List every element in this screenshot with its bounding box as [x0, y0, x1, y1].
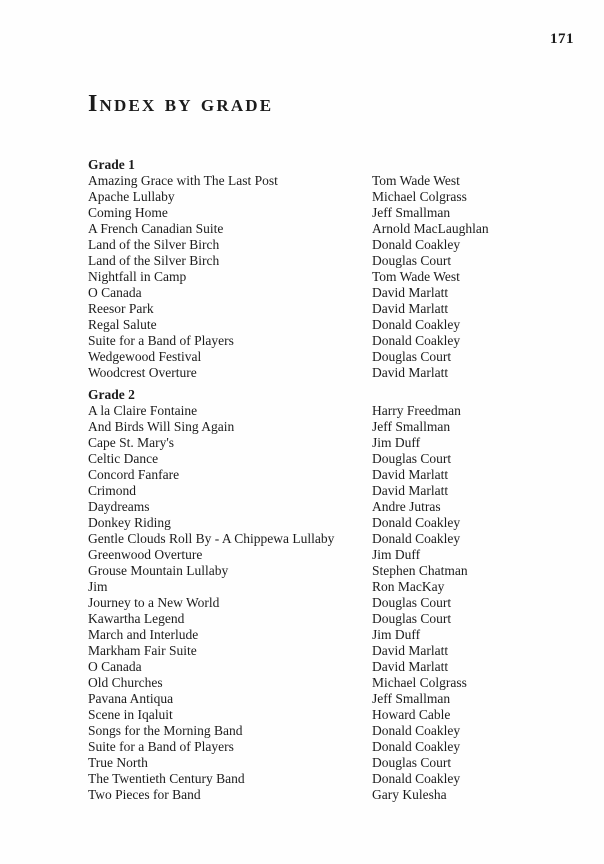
index-entry-row: [88, 579, 580, 595]
piece-title: Apache Lullaby: [88, 189, 175, 204]
composer-name: Douglas Court: [372, 253, 452, 268]
piece-title: Songs for the Morning Band: [88, 723, 243, 738]
index-entry-row: [88, 531, 580, 547]
composer-name: Jeff Smallman: [372, 691, 451, 706]
composer-name: Tom Wade West: [372, 173, 460, 188]
composer-name: Jeff Smallman: [372, 419, 451, 434]
composer-name: David Marlatt: [372, 301, 449, 316]
composer-name: Jim Duff: [372, 547, 421, 562]
piece-title: Grouse Mountain Lullaby: [88, 563, 229, 578]
index-entry-row: [88, 563, 580, 579]
composer-name: Ron MacKay: [372, 579, 445, 594]
composer-name: Howard Cable: [372, 707, 451, 722]
composer-name: Donald Coakley: [372, 237, 461, 252]
piece-title: Greenwood Overture: [88, 547, 203, 562]
composer-name: Donald Coakley: [372, 723, 461, 738]
index-sections: [88, 157, 580, 803]
index-entry-row: [88, 301, 580, 317]
index-entry-row: [88, 435, 580, 451]
index-entry-row: [88, 691, 580, 707]
piece-title: Concord Fanfare: [88, 467, 180, 482]
piece-title: Two Pieces for Band: [88, 787, 201, 802]
composer-name: David Marlatt: [372, 483, 449, 498]
index-entry-row: [88, 221, 580, 237]
piece-title: Donkey Riding: [88, 515, 171, 530]
index-entry-row: [88, 707, 580, 723]
composer-name: David Marlatt: [372, 285, 449, 300]
composer-name: Douglas Court: [372, 349, 452, 364]
piece-title: March and Interlude: [88, 627, 199, 642]
page-title: Index by grade: [88, 91, 274, 117]
piece-title: Nightfall in Camp: [88, 269, 187, 284]
index-entry-row: [88, 403, 580, 419]
composer-name: Donald Coakley: [372, 771, 461, 786]
index-entry-row: [88, 365, 580, 381]
composer-name: Tom Wade West: [372, 269, 460, 284]
composer-name: Donald Coakley: [372, 739, 461, 754]
piece-title: Crimond: [88, 483, 137, 498]
piece-title: Scene in Iqaluit: [88, 707, 173, 722]
composer-name: David Marlatt: [372, 643, 449, 658]
piece-title: Jim: [88, 579, 108, 594]
piece-title: Regal Salute: [88, 317, 157, 332]
index-entry-row: [88, 317, 580, 333]
index-entry-row: [88, 483, 580, 499]
index-entry-row: [88, 333, 580, 349]
piece-title: Journey to a New World: [88, 595, 220, 610]
piece-title: Pavana Antiqua: [88, 691, 174, 706]
entry-list: [88, 173, 580, 381]
composer-name: Andre Jutras: [372, 499, 441, 514]
index-entry-row: [88, 499, 580, 515]
composer-name: David Marlatt: [372, 365, 449, 380]
piece-title: O Canada: [88, 285, 142, 300]
composer-name: Donald Coakley: [372, 317, 461, 332]
composer-name: Douglas Court: [372, 595, 452, 610]
composer-name: David Marlatt: [372, 659, 449, 674]
piece-title: The Twentieth Century Band: [88, 771, 245, 786]
composer-name: Michael Colgrass: [372, 675, 467, 690]
piece-title: Suite for a Band of Players: [88, 739, 234, 754]
piece-title: A la Claire Fontaine: [88, 403, 198, 418]
index-entry-row: [88, 237, 580, 253]
index-entry-row: [88, 419, 580, 435]
index-entry-row: [88, 547, 580, 563]
composer-name: Jeff Smallman: [372, 205, 451, 220]
piece-title: Markham Fair Suite: [88, 643, 197, 658]
piece-title: Old Churches: [88, 675, 163, 690]
piece-title: O Canada: [88, 659, 142, 674]
index-entry-row: [88, 269, 580, 285]
index-entry-row: [88, 253, 580, 269]
index-entry-row: [88, 189, 580, 205]
entry-list: [88, 403, 580, 803]
piece-title: Woodcrest Overture: [88, 365, 197, 380]
piece-title: Kawartha Legend: [88, 611, 185, 626]
index-entry-row: [88, 723, 580, 739]
grade-section: [88, 157, 580, 381]
piece-title: Wedgewood Festival: [88, 349, 202, 364]
grade-heading: Grade 2: [88, 387, 135, 402]
composer-name: Douglas Court: [372, 755, 452, 770]
composer-name: Jim Duff: [372, 435, 421, 450]
composer-name: Donald Coakley: [372, 531, 461, 546]
index-entry-row: [88, 643, 580, 659]
composer-name: Stephen Chatman: [372, 563, 468, 578]
composer-name: Jim Duff: [372, 627, 421, 642]
piece-title: Celtic Dance: [88, 451, 159, 466]
page-content: [88, 0, 580, 803]
piece-title: A French Canadian Suite: [88, 221, 224, 236]
composer-name: Harry Freedman: [372, 403, 461, 418]
piece-title: Coming Home: [88, 205, 168, 220]
piece-title: And Birds Will Sing Again: [88, 419, 235, 434]
index-entry-row: [88, 755, 580, 771]
index-entry-row: [88, 451, 580, 467]
index-entry-row: [88, 787, 580, 803]
index-entry-row: [88, 467, 580, 483]
composer-name: Douglas Court: [372, 451, 452, 466]
index-entry-row: [88, 675, 580, 691]
index-entry-row: [88, 515, 580, 531]
index-entry-row: [88, 595, 580, 611]
index-entry-row: [88, 173, 580, 189]
composer-name: David Marlatt: [372, 467, 449, 482]
composer-name: Michael Colgrass: [372, 189, 467, 204]
index-entry-row: [88, 611, 580, 627]
piece-title: Gentle Clouds Roll By - A Chippewa Lullaby: [88, 531, 335, 546]
index-entry-row: [88, 659, 580, 675]
index-entry-row: [88, 627, 580, 643]
piece-title: Suite for a Band of Players: [88, 333, 234, 348]
index-entry-row: [88, 285, 580, 301]
composer-name: Arnold MacLaughlan: [372, 221, 489, 236]
composer-name: Gary Kulesha: [372, 787, 447, 802]
piece-title: Daydreams: [88, 499, 150, 514]
page-number: 171: [550, 31, 574, 47]
piece-title: Land of the Silver Birch: [88, 237, 220, 252]
piece-title: Amazing Grace with The Last Post: [88, 173, 278, 188]
index-entry-row: [88, 771, 580, 787]
piece-title: Cape St. Mary's: [88, 435, 175, 450]
composer-name: Donald Coakley: [372, 515, 461, 530]
index-entry-row: [88, 739, 580, 755]
piece-title: Land of the Silver Birch: [88, 253, 220, 268]
index-entry-row: [88, 349, 580, 365]
piece-title: True North: [88, 755, 148, 770]
piece-title: Reesor Park: [88, 301, 154, 316]
grade-section: [88, 387, 580, 803]
composer-name: Douglas Court: [372, 611, 452, 626]
index-entry-row: [88, 205, 580, 221]
composer-name: Donald Coakley: [372, 333, 461, 348]
grade-heading: Grade 1: [88, 157, 135, 172]
